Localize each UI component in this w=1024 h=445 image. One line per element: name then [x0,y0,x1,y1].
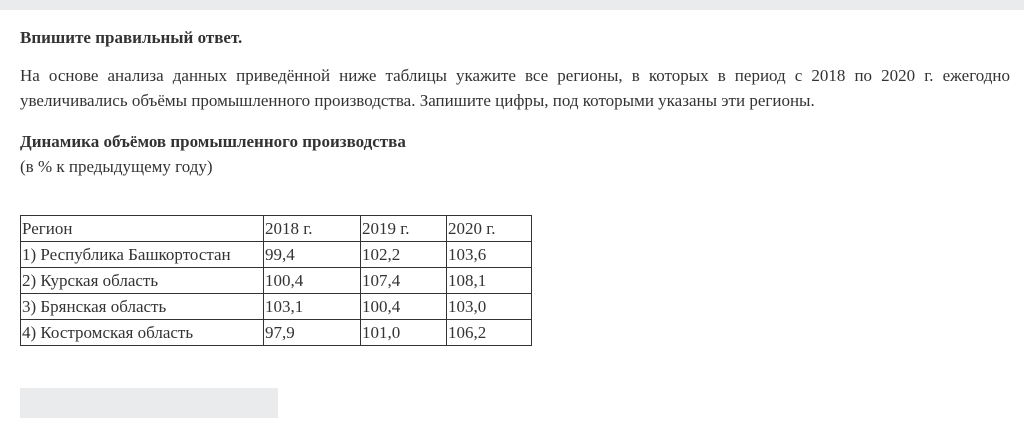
table-header-row [21,216,532,242]
cell-2018: 100,4 [264,268,361,294]
table-subtitle: (в % к предыдущему году) [20,157,213,176]
cell-2018: 103,1 [264,294,361,320]
data-table [20,215,532,346]
cell-region: 2) Курская область [21,268,264,294]
cell-2020: 103,0 [447,294,532,320]
cell-2019: 102,2 [361,242,447,268]
question-text: На основе анализа данных приведённой ниже таблицы укажите все регионы, в которых в период с 2018 по 2020 г. ежегодно увеличивались объёмы промышленного производства. Запишите цифры, под которыми указаны эти регионы. [20,66,1010,110]
table-row [21,294,532,320]
top-bar [0,0,1024,10]
table-row [21,242,532,268]
cell-2020: 103,6 [447,242,532,268]
header-region: Регион [21,216,264,242]
cell-region: 3) Брянская область [21,294,264,320]
cell-region: 4) Костромская область [21,320,264,346]
cell-2018: 99,4 [264,242,361,268]
header-2020: 2020 г. [447,216,532,242]
cell-2019: 107,4 [361,268,447,294]
header-2018: 2018 г. [264,216,361,242]
table-row [21,320,532,346]
cell-2018: 97,9 [264,320,361,346]
cell-2020: 106,2 [447,320,532,346]
table-row [21,268,532,294]
cell-region: 1) Республика Башкортостан [21,242,264,268]
cell-2020: 108,1 [447,268,532,294]
table-title: Динамика объёмов промышленного производства [20,132,406,151]
cell-2019: 101,0 [361,320,447,346]
task-content [20,27,1010,342]
header-2019: 2019 г. [361,216,447,242]
answer-input[interactable] [20,388,278,418]
instruction-text: Впишите правильный ответ. [20,28,243,47]
cell-2019: 100,4 [361,294,447,320]
